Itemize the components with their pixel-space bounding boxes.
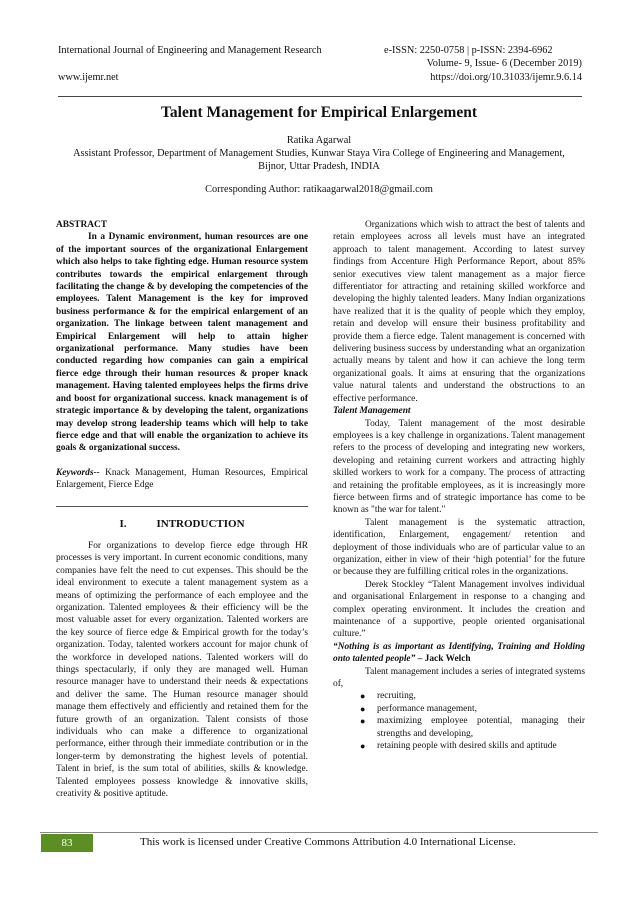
section-rule-top <box>56 506 308 507</box>
author-name: Ratika Agarwal <box>286 135 352 146</box>
footer-rule <box>40 832 598 833</box>
right-paragraph-4: Derek Stockley “Talent Management involves individual and organisational Enlargement in response to a changing and complex operating environment. It includes the creation and maintenance of a supportive, people oriented organisational culture.” <box>333 579 585 640</box>
keywords <box>56 467 308 492</box>
volume-issue: Volume- 9, Issue- 6 (December 2019) <box>426 58 582 69</box>
bullet-icon: ● <box>360 691 366 702</box>
right-paragraph-1: Organizations which wish to attract the best of talents and retain employees across all levels must have an integrated approach to talent management. According to latest survey findings from Accenture High Performance Report, about 85% senior executives view talent management as a major fierce differentiator for attracting and retaining skilled workforce and developing the highly talented leaders. Many Indian organizations have realized that it is the quality of people which they employ, retain and develop will ensure their business profitability and provide them a fierce edge. Talent management is concerned with delivering business success by understanding what an organization actually means by talent and how it can achieve the long term organizational goals. It aims at ensuring that the organizations value natural talents and understand the obstructions to an effective performance. <box>333 220 585 404</box>
bullet-icon: ● <box>360 703 366 714</box>
intro-number: I. <box>119 517 127 530</box>
right-column <box>333 219 585 752</box>
license-text: This work is licensed under Creative Commons Attribution 4.0 International License. <box>140 836 516 848</box>
intro-heading-text: INTRODUCTION <box>156 517 245 530</box>
issn: e-ISSN: 2250-0758 | p-ISSN: 2394-6962 <box>384 45 553 56</box>
journal-name: International Journal of Engineering and Management Research <box>58 45 322 56</box>
bullet-icon: ● <box>360 716 366 727</box>
intro-text: For organizations to develop fierce edge through HR processes is very important. In current economic conditions, many companies have felt the need to cut expenses. This should be the ideal environment to execute a talent management system as a means of optimizing the performance of each employee and the organization. Talented employees & their efficiency will be the most valuable asset for every organization. Talented workers are the key source of fierce edge & Empirical growth for the today’s organization. Today, talented workers account for major chunk of the workforce in developed nations. Talented workers will do things spectacularly, if only they are managed well. Human resource manager have to understand their needs & expectations and deliver the same. The Human resource manager should manage them effectively and efficiently and retained them for the future growth of an organization. Talent consists of those individuals who can make a difference to organizational performance, either through their immediate contribution or in the longer-term by demonstrating the highest levels of potential. Talent in brief, is the sum total of abilities, skills & knowledge. Talented employees possess knowledge & innovative skills, creativity & positive aptitude. <box>56 540 308 800</box>
abstract-heading: ABSTRACT <box>56 220 108 230</box>
corresponding-author: Corresponding Author: ratikaagarwal2018@gmail.com <box>205 184 433 195</box>
left-column <box>56 219 308 800</box>
list-item: ● performance management, <box>360 703 477 714</box>
talent-management-heading: Talent Management <box>333 406 411 417</box>
talent-systems-list <box>333 690 585 752</box>
affiliation-line-1: Assistant Professor, Department of Management Studies, Kunwar Staya Vira College of Engineering and Management, <box>73 148 565 159</box>
list-item: ● retaining people with desired skills and aptitude <box>360 741 557 752</box>
intro-heading <box>56 518 308 530</box>
journal-website[interactable]: www.ijemr.net <box>58 72 119 83</box>
paper-title: Talent Management for Empirical Enlargement <box>161 104 477 121</box>
keywords-label: Keywords-- <box>56 467 100 478</box>
doi-link[interactable]: https://doi.org/10.31033/ijemr.9.6.14 <box>430 72 582 83</box>
abstract-text: In a Dynamic environment, human resources are one of the important sources of the organizational Enlargement which also helps to take fighting edge. Human resource system contributes towards the empirical enlargement through facilitating the change & by developing the competencies of the employees. Talent Management is the key for improved business performance & for the empirical enlargement of an organization. The linkage between talent management and Empirical Enlargement will help to attain higher organizational performance. Many studies have been conducted regarding how companies can gain a empirical fierce edge through their human resources & proper knack management. Having talented employees helps the firms drive and boost for organizational success. knack management is of strategic importance & by developing the talent, organizations may develop strong leadership teams which will help to take fierce edge and that will enable the organization to achieve its goals & organizational success. <box>56 232 308 454</box>
list-item: ● maximizing employee potential, managing their strengths and developing, <box>360 716 585 739</box>
list-item: ● recruiting, <box>360 691 416 702</box>
affiliation-line-2: Bijnor, Uttar Pradesh, INDIA <box>258 161 380 172</box>
bullet-icon: ● <box>360 741 366 752</box>
right-paragraph-5: Talent management includes a series of integrated systems of, <box>333 666 585 690</box>
page-number: 83 <box>41 834 93 852</box>
right-paragraph-2: Today, Talent management of the most desirable employees is a key challenge in organizations. Talent management refers to the process of developing and integrating new workers, developing and retaining current workers and attracting highly skilled workers to work for a company. The process of attracting and retaining the profitable employees, as it is increasingly more fierce between firms and of strategic importance has come to be known as "the war for talent." <box>333 418 585 516</box>
keywords-text: Knack Management, Human Resources, Empirical Enlargement, Fierce Edge <box>56 467 308 491</box>
quote-author: – Jack Welch <box>415 654 471 665</box>
header-rule <box>58 96 582 97</box>
quote-text: “Nothing is as important as Identifying, Training and Holding onto talented people” <box>333 641 585 665</box>
right-paragraph-3: Talent management is the systematic attraction, identification, Enlargement, engagement/ retention and deployment of those individuals who are of particular value to an organization, either in view of their ‘high potential’ for the future or because they are fulfilling critical roles in the organizations. <box>333 517 585 578</box>
welch-quote <box>333 641 585 666</box>
